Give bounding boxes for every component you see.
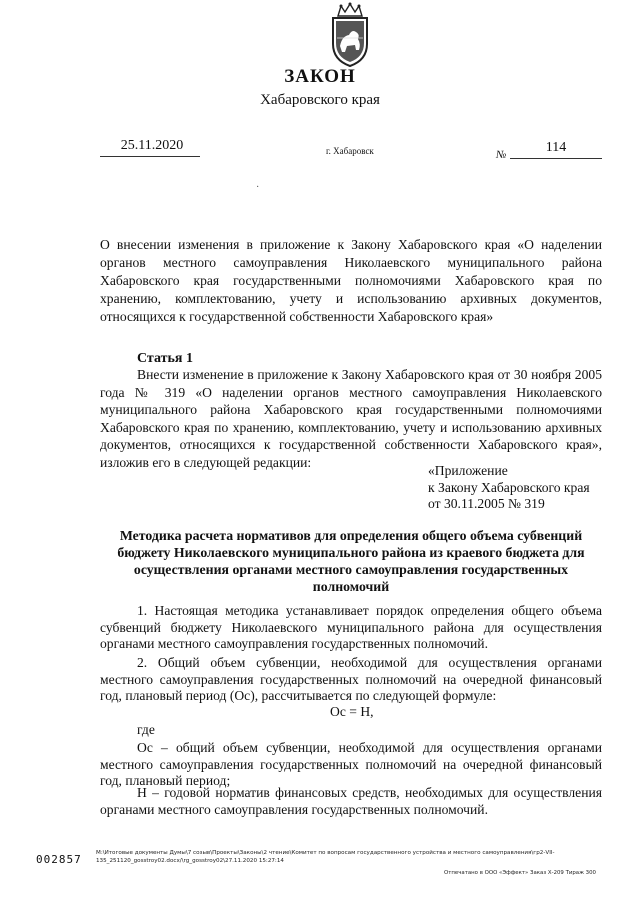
annex-reference [428, 463, 590, 513]
annex-line: к Закону Хабаровского края [428, 479, 590, 495]
methodology-title: Методика расчета нормативов для определения общего объема субвенций бюджету Николаевского муниципального района из краевого бюджета для осуществления органами местного самоуправления государственных полномочий [117, 528, 585, 594]
annex-line: «Приложение [428, 463, 508, 478]
date-underline [100, 156, 200, 157]
number-underline [510, 158, 602, 159]
document-title: ЗАКОН [284, 66, 356, 87]
print-info: Отпечатано в ООО «Эффект» Заказ Х-209 Тираж 300 [444, 870, 596, 876]
document-number: 114 [545, 140, 567, 155]
where-label: где [137, 722, 155, 737]
coat-of-arms-icon [325, 2, 375, 68]
article-title: Статья 1 [137, 351, 193, 366]
scan-mark: · [256, 182, 260, 193]
article-text: Внести изменение в приложение к Закону Хабаровского края от 30 ноября 2005 года № 319 «О наделении органов местного самоуправления Николаевского муниципального района Хабаровского края государственными полномочиями Хабаровского края по хранению, комплектованию, учету и использованию архивных документов, относящихся к государственной собственности Хабаровского края», изложив его в следующей редакции: [100, 367, 602, 470]
document-city: г. Хабаровск [326, 146, 374, 156]
annex-line: от 30.11.2005 № 319 [428, 496, 545, 511]
paragraph-1: 1. Настоящая методика устанавливает порядок определения общего объема субвенций бюджету Николаевского муниципального района для осуществления органами местного самоуправления государственных полномочий. [100, 603, 602, 651]
file-path: M:\Итоговые документы Думы\7 созыв\Проекты\Законы\2 чтение\Комитет по вопросам государственного устройства и местного самоуправления\гр2-VII-135_251120_gosstroy02.docx/\rg_gosstroy02\27.11.2020 15:27:14 [96, 850, 555, 864]
document-subtitle: Хабаровского края [260, 92, 380, 108]
law-heading: О внесении изменения в приложение к Закону Хабаровского края «О наделении органов местного самоуправления Николаевского муниципального района Хабаровского края государственными полномочиями Хабаровского края по хранению, комплектованию, учету и использованию архивных документов, относящихся к государственной собственности Хабаровского края» [100, 237, 602, 324]
definition-n: Н – годовой норматив финансовых средств, необходимых для осуществления органами местного самоуправления государственных полномочий. [100, 785, 602, 817]
paragraph-2: 2. Общий объем субвенции, необходимой для осуществления органами местного самоуправления государственных полномочий на очередной финансовый год, плановый период (Ос), рассчитывается по следующей формуле: [100, 655, 602, 703]
number-sign: № [496, 149, 507, 161]
registration-code: 002857 [36, 853, 82, 866]
document-date: 25.11.2020 [120, 138, 184, 153]
formula: Ос = Н, [330, 704, 374, 719]
definition-os: Ос – общий объем субвенции, необходимой для осуществления органами местного самоуправления государственных полномочий на очередной финансовый год, плановый период; [100, 740, 602, 788]
